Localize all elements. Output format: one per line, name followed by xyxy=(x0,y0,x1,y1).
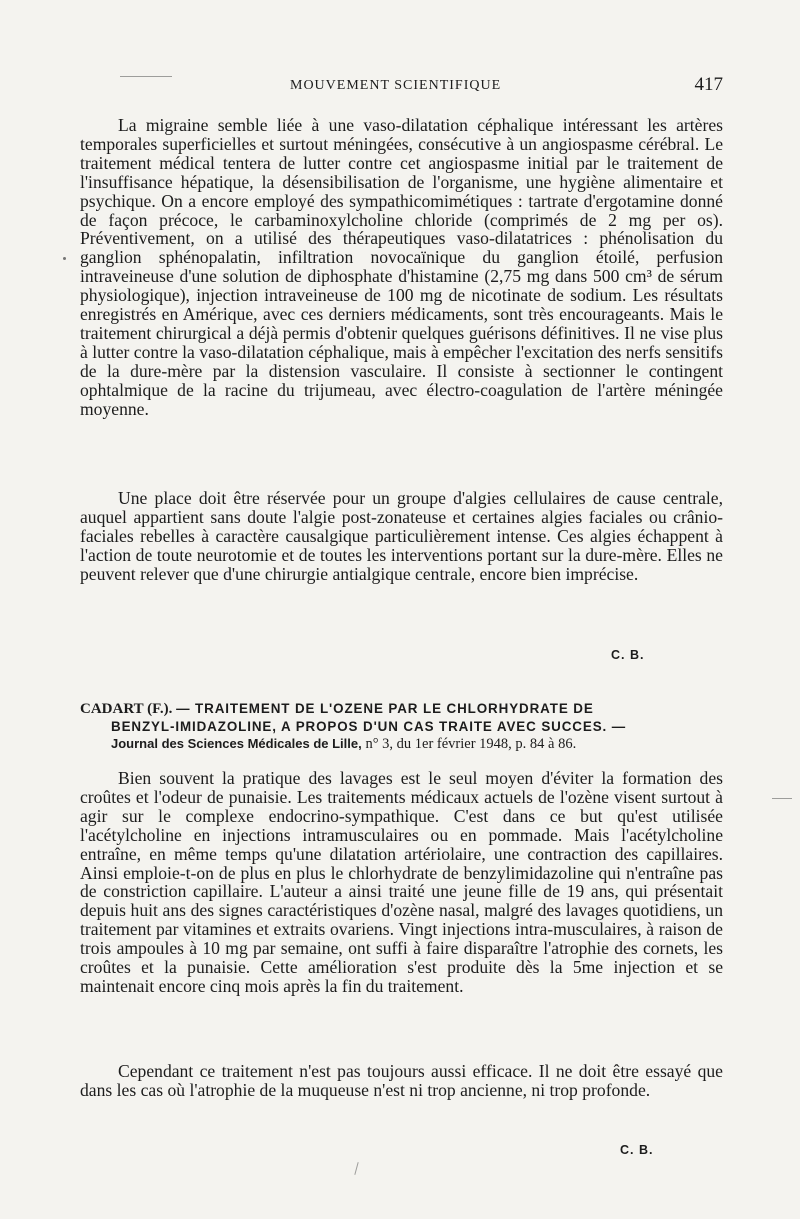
reference-title-part-1: — TRAITEMENT DE L'OZENE PAR LE CHLORHYDRATE DE xyxy=(176,701,594,716)
running-head xyxy=(80,74,723,98)
page-number: 417 xyxy=(694,74,723,95)
article-2-reference xyxy=(80,700,723,753)
article-1-paragraph-2: Une place doit être réservée pour un groupe d'algies cellulaires de cause centrale, auquel appartient sans doute l'algie post-zonateuse et certaines algies faciales ou crânio-faciales rebelles à caractère causalgique particulièrement intense. Ces algies échappent à l'action de toute neurotomie et de toutes les interventions portant sur la dure-mère. Elles ne peuvent relever que d'une chirurgie antialgique centrale, encore bien imprécise. xyxy=(80,488,723,584)
reference-issue: n° 3, du 1er février 1948, p. 84 à 86. xyxy=(365,736,577,752)
article-2-initials: C. B. xyxy=(620,1143,654,1157)
article-1-paragraph-2-block xyxy=(80,489,723,584)
article-1-paragraph-1: La migraine semble liée à une vaso-dilatation céphalique intéressant les artères temporales superficielles et surtout méningées, consécutive à un angiospasme cérébral. Le traitement médical tentera de lutter contre cet angiospasme initial par le traitement de l'insuffisance hépatique, la désensibilisation de l'organisme, une hygiène alimentaire et psychique. On a encore employé des sympathicomimétiques : tartrate d'ergotamine donné de façon précoce, le carbaminoxylcholine chloride (comprimés de 2 mg per os). Préventivement, on a utilisé des thérapeutiques vaso-dilatatrices : phénolisation du ganglion sphénopalatin, infiltration novocaïnique du ganglion étoilé, perfusion intraveineuse d'une solution de diphosphate d'histamine (2,75 mg dans 500 cm³ de sérum physiologique), injection intraveineuse de 100 mg de nicotinate de sodium. Les résultats enregistrés en Amérique, avec ces derniers médicaments, sont très encourageants. Mais le traitement chirurgical a déjà permis d'obtenir quelques guérisons définitives. Il ne vise plus à lutter contre la vaso-dilatation céphalique, mais à empêcher l'excitation des nerfs sensitifs de la dure-mère par la distension vasculaire. Il consiste à sectionner le contingent ophtalmique de la racine du trijumeau, avec électro-coagulation de l'artère méningée moyenne. xyxy=(80,115,723,419)
reference-author: CADART (F.). xyxy=(80,701,173,717)
article-2-paragraph-1: Bien souvent la pratique des lavages est le seul moyen d'éviter la formation des croûtes et l'odeur de punaisie. Les traitements médicaux actuels de l'ozène visent surtout à agir sur le complexe endocrino-sympathique. C'est dans ce but qu'est utilisée l'acétylcholine en injections intramusculaires ou en pommade. Mais l'acétylcholine entraîne, en même temps qu'une dilatation artériolaire, une contraction des capillaires. Ainsi emploie-t-on de plus en plus le chlorhydrate de benzylimidazoline qui n'entraîne pas de constriction capillaire. L'auteur a ainsi traité une jeune fille de 19 ans, qui présentait depuis huit ans des signes caractéristiques d'ozène nasal, malgré des lavages quotidiens, un traitement par vitamines et extraits ovariens. Vingt injections intra-musculaires, à raison de trois ampoules à 10 mg par semaine, ont suffi à faire disparaître l'atrophie des cornets, les croûtes et la punaisie. Cette amélioration s'est produite dès la 5me injection et se maintenait encore cinq mois après la fin du traitement. xyxy=(80,768,723,996)
scan-mark-bottom xyxy=(354,1162,358,1175)
article-2-paragraph-2: Cependant ce traitement n'est pas toujours aussi efficace. Il ne doit être essayé que dans les cas où l'atrophie de la muqueuse n'est ni trop ancienne, ni trop profonde. xyxy=(80,1061,723,1100)
article-1-paragraph-1-block xyxy=(80,116,723,419)
reference-title-line-2 xyxy=(80,718,723,753)
scan-mark-right xyxy=(772,798,792,799)
article-2-paragraph-1-block xyxy=(80,769,723,996)
running-head-title: MOUVEMENT SCIENTIFIQUE xyxy=(290,78,502,93)
scan-mark-margin-dot xyxy=(63,257,66,260)
reference-title-part-2: BENZYL-IMIDAZOLINE, A PROPOS D'UN CAS TRAITE AVEC SUCCES. — xyxy=(111,719,627,734)
reference-journal: Journal des Sciences Médicales de Lille, xyxy=(111,736,362,751)
article-1-initials: C. B. xyxy=(611,648,645,662)
article-2-paragraph-2-block xyxy=(80,1062,723,1100)
